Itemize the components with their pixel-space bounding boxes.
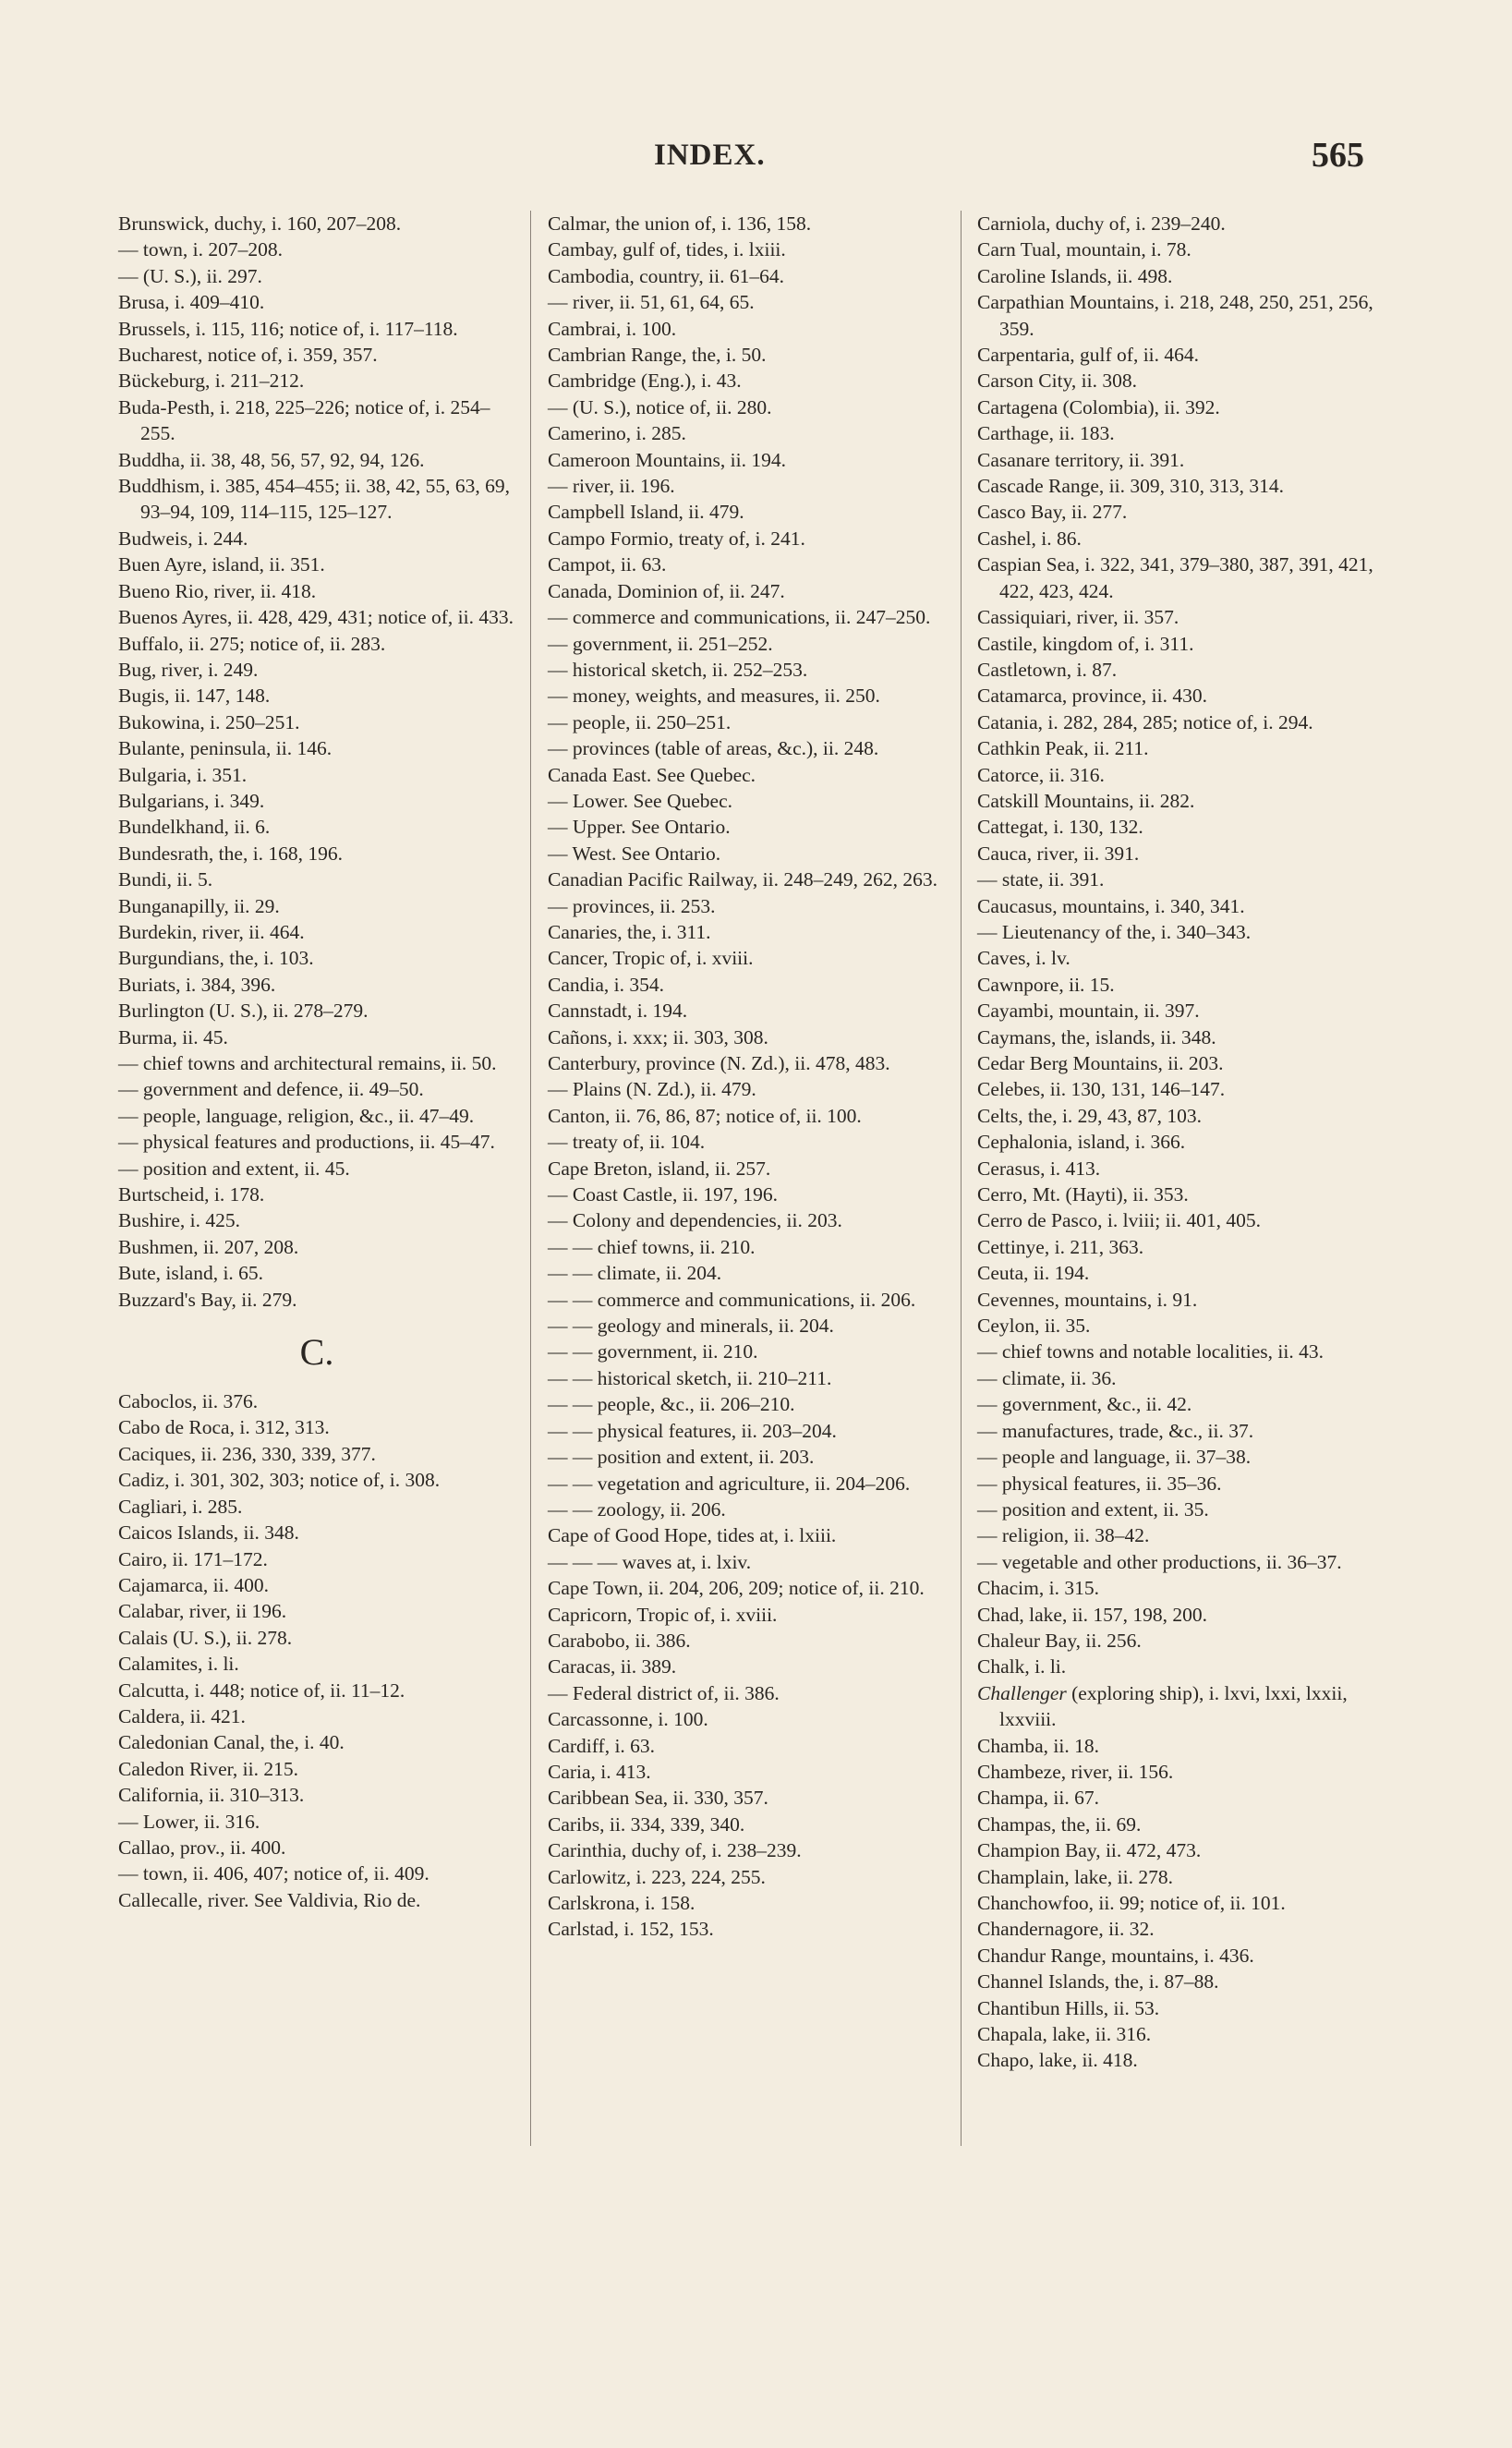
index-entry: Chantibun Hills, ii. 53. bbox=[977, 1996, 1160, 2019]
index-entry: Capricorn, Tropic of, i. xviii. bbox=[548, 1603, 778, 1626]
index-entry: — — commerce and communications, ii. 206. bbox=[548, 1288, 916, 1311]
index-entry: Canterbury, province (N. Zd.), ii. 478, 483. bbox=[548, 1052, 890, 1074]
index-entry: Caboclos, ii. 376. bbox=[118, 1390, 259, 1413]
index-entry: Budweis, i. 244. bbox=[118, 527, 248, 550]
index-entry: — — geology and minerals, ii. 204. bbox=[548, 1315, 834, 1338]
index-entry: Cevennes, mountains, i. 91. bbox=[977, 1288, 1198, 1311]
index-entry: Catskill Mountains, ii. 282. bbox=[977, 789, 1195, 812]
index-entry: Burlington (U. S.), ii. 278–279. bbox=[118, 1000, 369, 1023]
index-entry: — people and language, ii. 37–38. bbox=[977, 1446, 1252, 1469]
index-entry: Caracas, ii. 389. bbox=[548, 1655, 677, 1678]
index-entry: Buda-Pesth, i. 218, 225–226; notice of, i. 254–255. bbox=[118, 395, 490, 445]
index-entry: Champion Bay, ii. 472, 473. bbox=[977, 1839, 1202, 1862]
index-entry: Bückeburg, i. 211–212. bbox=[118, 370, 305, 393]
page-title: INDEX. bbox=[654, 139, 766, 172]
index-entry: Calcutta, i. 448; notice of, ii. 11–12. bbox=[118, 1678, 405, 1702]
index-entry: Buffalo, ii. 275; notice of, ii. 283. bbox=[118, 632, 386, 655]
index-entry: Caribs, ii. 334, 339, 340. bbox=[548, 1812, 745, 1836]
index-entry: Catamarca, province, ii. 430. bbox=[977, 685, 1207, 708]
index-entry: — — climate, ii. 204. bbox=[548, 1262, 722, 1285]
index-entry: Bushire, i. 425. bbox=[118, 1209, 240, 1232]
index-entry: Bushmen, ii. 207, 208. bbox=[118, 1235, 299, 1258]
index-entry: Cascade Range, ii. 309, 310, 313, 314. bbox=[977, 475, 1285, 498]
index-entry: Caledonian Canal, the, i. 40. bbox=[118, 1731, 345, 1754]
index-entry: Cabo de Roca, i. 312, 313. bbox=[118, 1416, 330, 1439]
index-entry: Buriats, i. 384, 396. bbox=[118, 973, 276, 996]
index-entry: Cephalonia, island, i. 366. bbox=[977, 1131, 1186, 1154]
index-entry: — — people, &c., ii. 206–210. bbox=[548, 1393, 795, 1416]
index-entry: — — historical sketch, ii. 210–211. bbox=[548, 1366, 832, 1389]
index-entry: Bundesrath, the, i. 168, 196. bbox=[118, 842, 344, 865]
index-entry: Cambay, gulf of, tides, i. lxiii. bbox=[548, 238, 786, 261]
index-entry: — physical features and productions, ii. 45–47. bbox=[118, 1131, 495, 1154]
index-entry: Burdekin, river, ii. 464. bbox=[118, 920, 305, 943]
index-entry: — — physical features, ii. 203–204. bbox=[548, 1419, 837, 1442]
index-entry: Carlstad, i. 152, 153. bbox=[548, 1918, 714, 1941]
index-entry: — Plains (N. Zd.), ii. 479. bbox=[548, 1078, 756, 1101]
index-entry: Cerasus, i. 413. bbox=[977, 1157, 1101, 1180]
index-entry: — religion, ii. 38–42. bbox=[977, 1524, 1150, 1547]
index-entry: Carn Tual, mountain, i. 78. bbox=[977, 238, 1191, 261]
index-entry: — Upper. See Ontario. bbox=[548, 816, 731, 839]
index-entry: Cawnpore, ii. 15. bbox=[977, 973, 1115, 996]
index-entry: — Lieutenancy of the, i. 340–343. bbox=[977, 920, 1252, 943]
index-entry: Bulgaria, i. 351. bbox=[118, 763, 248, 786]
index-entry: Carpathian Mountains, i. 218, 248, 250, 251, 256, 359. bbox=[977, 291, 1373, 340]
index-entry: Brussels, i. 115, 116; notice of, i. 117–118. bbox=[118, 317, 458, 340]
index-entry: Cadiz, i. 301, 302, 303; notice of, i. 308. bbox=[118, 1469, 441, 1492]
index-entry: Bundelkhand, ii. 6. bbox=[118, 816, 271, 839]
index-entry: Calmar, the union of, i. 136, 158. bbox=[548, 212, 812, 235]
index-entry: Cassiquiari, river, ii. 357. bbox=[977, 606, 1179, 629]
index-entry: Cambodia, country, ii. 61–64. bbox=[548, 264, 784, 287]
index-entry: Cancer, Tropic of, i. xviii. bbox=[548, 947, 754, 970]
index-entry: Casanare territory, ii. 391. bbox=[977, 448, 1185, 471]
index-entry: Chapala, lake, ii. 316. bbox=[977, 2023, 1152, 2046]
index-entry: — position and extent, ii. 35. bbox=[977, 1497, 1209, 1521]
index-entry: Carthage, ii. 183. bbox=[977, 422, 1115, 445]
index-entry: — chief towns and architectural remains, ii. 50. bbox=[118, 1052, 497, 1074]
index-entry: Caves, i. lv. bbox=[977, 947, 1070, 970]
index-entry: Celebes, ii. 130, 131, 146–147. bbox=[977, 1078, 1226, 1101]
index-entry: Cedar Berg Mountains, ii. 203. bbox=[977, 1052, 1224, 1074]
index-entry: Bunganapilly, ii. 29. bbox=[118, 894, 280, 917]
index-entry: Cape Town, ii. 204, 206, 209; notice of, ii. 210. bbox=[548, 1577, 925, 1600]
index-entry: Cayambi, mountain, ii. 397. bbox=[977, 1000, 1200, 1023]
index-entry: — government, ii. 251–252. bbox=[548, 632, 773, 655]
index-entry: Canaries, the, i. 311. bbox=[548, 920, 711, 943]
index-entry: — people, ii. 250–251. bbox=[548, 710, 732, 733]
index-entry: Burgundians, the, i. 103. bbox=[118, 947, 314, 970]
index-entry: — West. See Ontario. bbox=[548, 842, 721, 865]
index-entry: Chandur Range, mountains, i. 436. bbox=[977, 1944, 1254, 1967]
index-entry: Campot, ii. 63. bbox=[548, 553, 667, 576]
index-entry: Brusa, i. 409–410. bbox=[118, 291, 265, 314]
index-entry: Chanchowfoo, ii. 99; notice of, ii. 101. bbox=[977, 1892, 1286, 1914]
index-entry: Carcassonne, i. 100. bbox=[548, 1708, 708, 1731]
index-column-3 bbox=[977, 211, 1384, 2074]
index-entry: Carniola, duchy of, i. 239–240. bbox=[977, 212, 1226, 235]
index-entry: Chamba, ii. 18. bbox=[977, 1734, 1099, 1757]
index-entry: Cape Breton, island, ii. 257. bbox=[548, 1157, 771, 1180]
index-entry: Callao, prov., ii. 400. bbox=[118, 1836, 286, 1859]
index-entry: Cardiff, i. 63. bbox=[548, 1734, 656, 1757]
index-entry: — Federal district of, ii. 386. bbox=[548, 1681, 780, 1704]
index-entry: — chief towns and notable localities, ii. 43. bbox=[977, 1340, 1324, 1363]
index-entry: Cape of Good Hope, tides at, i. lxiii. bbox=[548, 1524, 837, 1547]
index-entry: Cathkin Peak, ii. 211. bbox=[977, 737, 1149, 760]
index-entry: Cambrai, i. 100. bbox=[548, 317, 677, 340]
index-entry: — river, ii. 51, 61, 64, 65. bbox=[548, 291, 755, 314]
index-entry: — people, language, religion, &c., ii. 47–49. bbox=[118, 1104, 475, 1127]
index-entry: Celts, the, i. 29, 43, 87, 103. bbox=[977, 1104, 1203, 1127]
index-entry: — commerce and communications, ii. 247–250. bbox=[548, 606, 931, 629]
index-entry: Bute, island, i. 65. bbox=[118, 1262, 264, 1285]
index-entry: Carabobo, ii. 386. bbox=[548, 1629, 691, 1652]
index-entry: Brunswick, duchy, i. 160, 207–208. bbox=[118, 212, 402, 235]
index-entry: Burtscheid, i. 178. bbox=[118, 1183, 265, 1206]
index-entry: Calamites, i. li. bbox=[118, 1653, 239, 1676]
page-header bbox=[0, 136, 1512, 176]
index-entry: Chacim, i. 315. bbox=[977, 1577, 1099, 1600]
index-entry: Cairo, ii. 171–172. bbox=[118, 1547, 268, 1570]
index-entry: Cañons, i. xxx; ii. 303, 308. bbox=[548, 1025, 768, 1048]
index-entry: Buzzard's Bay, ii. 279. bbox=[118, 1288, 297, 1311]
index-entry: Cerro de Pasco, i. lviii; ii. 401, 405. bbox=[977, 1209, 1261, 1232]
index-entry: Burma, ii. 45. bbox=[118, 1025, 228, 1048]
index-entry: Bundi, ii. 5. bbox=[118, 868, 213, 891]
index-entry: Caucasus, mountains, i. 340, 341. bbox=[977, 894, 1245, 917]
index-entry: Carlowitz, i. 223, 224, 255. bbox=[548, 1865, 766, 1888]
index-entry: Cerro, Mt. (Hayti), ii. 353. bbox=[977, 1183, 1189, 1206]
index-entry: Campo Formio, treaty of, i. 241. bbox=[548, 527, 805, 550]
index-entry: — — government, ii. 210. bbox=[548, 1340, 758, 1363]
index-entry: Cambridge (Eng.), i. 43. bbox=[548, 370, 742, 393]
index-entry: — — zoology, ii. 206. bbox=[548, 1497, 726, 1521]
index-entry: — money, weights, and measures, ii. 250. bbox=[548, 685, 880, 708]
index-entry: Canada, Dominion of, ii. 247. bbox=[548, 579, 785, 602]
index-entry: Ceuta, ii. 194. bbox=[977, 1262, 1090, 1285]
index-entry: — — vegetation and agriculture, ii. 204–206. bbox=[548, 1472, 911, 1495]
index-entry: Caspian Sea, i. 322, 341, 379–380, 387, 391, 421, 422, 423, 424. bbox=[977, 553, 1373, 602]
index-entry: — Lower, ii. 316. bbox=[118, 1810, 260, 1833]
index-entry: Cettinye, i. 211, 363. bbox=[977, 1235, 1144, 1258]
index-entry: Cannstadt, i. 194. bbox=[548, 1000, 688, 1023]
index-entry: Bulgarians, i. 349. bbox=[118, 789, 265, 812]
index-entry: — (U. S.), notice of, ii. 280. bbox=[548, 395, 772, 418]
index-entry: — government and defence, ii. 49–50. bbox=[118, 1078, 424, 1101]
index-entry: Caroline Islands, ii. 498. bbox=[977, 264, 1173, 287]
index-entry: — manufactures, trade, &c., ii. 37. bbox=[977, 1419, 1254, 1442]
index-entry: Chandernagore, ii. 32. bbox=[977, 1918, 1155, 1941]
index-entry: Bukowina, i. 250–251. bbox=[118, 710, 300, 733]
index-entry: — state, ii. 391. bbox=[977, 868, 1105, 891]
index-entry: Cagliari, i. 285. bbox=[118, 1495, 243, 1518]
index-entry: Chaleur Bay, ii. 256. bbox=[977, 1629, 1142, 1652]
index-entry: Candia, i. 354. bbox=[548, 973, 664, 996]
index-entry: Castletown, i. 87. bbox=[977, 658, 1118, 681]
index-entry: — physical features, ii. 35–36. bbox=[977, 1472, 1222, 1495]
index-entry: Caldera, ii. 421. bbox=[118, 1704, 246, 1727]
index-entry: Cashel, i. 86. bbox=[977, 527, 1082, 550]
index-entry: — government, &c., ii. 42. bbox=[977, 1393, 1192, 1416]
index-entry: — position and extent, ii. 45. bbox=[118, 1157, 350, 1180]
index-entry: Casco Bay, ii. 277. bbox=[977, 501, 1128, 524]
index-entry: Camerino, i. 285. bbox=[548, 422, 686, 445]
index-entry: Bueno Rio, river, ii. 418. bbox=[118, 579, 317, 602]
index-entry: Catorce, ii. 316. bbox=[977, 763, 1105, 786]
index-entry: Canadian Pacific Railway, ii. 248–249, 262, 263. bbox=[548, 868, 937, 891]
index-entry: Cambrian Range, the, i. 50. bbox=[548, 344, 767, 367]
index-entry: Buen Ayre, island, ii. 351. bbox=[118, 553, 325, 576]
index-entry: California, ii. 310–313. bbox=[118, 1784, 305, 1807]
index-entry: — Lower. See Quebec. bbox=[548, 789, 732, 812]
index-entry: Caicos Islands, ii. 348. bbox=[118, 1521, 299, 1545]
index-entry: Cauca, river, ii. 391. bbox=[977, 842, 1140, 865]
index-entry: — — — waves at, i. lxiv. bbox=[548, 1550, 752, 1573]
index-entry: — historical sketch, ii. 252–253. bbox=[548, 658, 808, 681]
index-entry: Callecalle, river. See Valdivia, Rio de. bbox=[118, 1888, 421, 1911]
index-entry: Caribbean Sea, ii. 330, 357. bbox=[548, 1787, 768, 1810]
index-entry: Chapo, lake, ii. 418. bbox=[977, 2049, 1138, 2072]
index-entry: Campbell Island, ii. 479. bbox=[548, 501, 744, 524]
index-entry: Caria, i. 413. bbox=[548, 1760, 651, 1783]
index-entry: — river, ii. 196. bbox=[548, 475, 675, 498]
index-entry: — — position and extent, ii. 203. bbox=[548, 1446, 815, 1469]
index-entry: Calais (U. S.), ii. 278. bbox=[118, 1626, 293, 1649]
index-entry: Carson City, ii. 308. bbox=[977, 370, 1137, 393]
index-entry: — Coast Castle, ii. 197, 196. bbox=[548, 1183, 779, 1206]
index-entry: Caymans, the, islands, ii. 348. bbox=[977, 1025, 1216, 1048]
index-column-1 bbox=[118, 211, 515, 1913]
index-entry: — provinces, ii. 253. bbox=[548, 894, 716, 917]
index-entry: Castile, kingdom of, i. 311. bbox=[977, 632, 1194, 655]
index-entry: Champas, the, ii. 69. bbox=[977, 1812, 1142, 1836]
index-entry: Bulante, peninsula, ii. 146. bbox=[118, 737, 333, 760]
index-entry: Cameroon Mountains, ii. 194. bbox=[548, 448, 786, 471]
index-entry: Carlskrona, i. 158. bbox=[548, 1892, 696, 1914]
index-entry: Buddhism, i. 385, 454–455; ii. 38, 42, 55, 63, 69, 93–94, 109, 114–115, 125–127. bbox=[118, 475, 511, 524]
index-entry: Chambeze, river, ii. 156. bbox=[977, 1760, 1174, 1783]
index-column-2 bbox=[548, 211, 950, 1943]
index-entry: Canada East. See Quebec. bbox=[548, 763, 756, 786]
index-entry: — — chief towns, ii. 210. bbox=[548, 1235, 756, 1258]
index-entry: Challenger (exploring ship), i. lxvi, lxxi, lxxii, lxxviii. bbox=[977, 1681, 1348, 1731]
page-number: 565 bbox=[1312, 136, 1364, 175]
index-entry: Channel Islands, the, i. 87–88. bbox=[977, 1970, 1219, 1994]
index-entry: Cajamarca, ii. 400. bbox=[118, 1573, 269, 1596]
index-entry: Bucharest, notice of, i. 359, 357. bbox=[118, 344, 378, 367]
index-entry: Calabar, river, ii 196. bbox=[118, 1600, 287, 1623]
index-entry: Caciques, ii. 236, 330, 339, 377. bbox=[118, 1442, 376, 1465]
index-entry: — town, i. 207–208. bbox=[118, 238, 283, 261]
index-entry: Bugis, ii. 147, 148. bbox=[118, 685, 271, 708]
index-entry: Bug, river, i. 249. bbox=[118, 658, 259, 681]
index-entry: Buddha, ii. 38, 48, 56, 57, 92, 94, 126. bbox=[118, 448, 425, 471]
index-entry: Buenos Ayres, ii. 428, 429, 431; notice of, ii. 433. bbox=[118, 606, 514, 629]
index-entry: — Colony and dependencies, ii. 203. bbox=[548, 1209, 842, 1232]
index-entry: Caledon River, ii. 215. bbox=[118, 1757, 299, 1780]
index-entry: — (U. S.), ii. 297. bbox=[118, 264, 262, 287]
index-entry: Canton, ii. 76, 86, 87; notice of, ii. 100. bbox=[548, 1104, 862, 1127]
index-entry: Ceylon, ii. 35. bbox=[977, 1315, 1091, 1338]
index-entry: — climate, ii. 36. bbox=[977, 1366, 1117, 1389]
index-entry: Carinthia, duchy of, i. 238–239. bbox=[548, 1839, 802, 1862]
index-entry: — treaty of, ii. 104. bbox=[548, 1131, 706, 1154]
index-entry: Catania, i. 282, 284, 285; notice of, i. 294. bbox=[977, 710, 1313, 733]
column-divider bbox=[530, 211, 531, 2146]
index-entry: — provinces (table of areas, &c.), ii. 248. bbox=[548, 737, 879, 760]
index-entry: — vegetable and other productions, ii. 36–37. bbox=[977, 1550, 1342, 1573]
index-entry: Champlain, lake, ii. 278. bbox=[977, 1865, 1173, 1888]
index-entry: Carpentaria, gulf of, ii. 464. bbox=[977, 344, 1200, 367]
index-entry: Chad, lake, ii. 157, 198, 200. bbox=[977, 1603, 1208, 1626]
section-heading: C. bbox=[299, 1331, 334, 1374]
index-entry: Cattegat, i. 130, 132. bbox=[977, 816, 1143, 839]
index-entry: Champa, ii. 67. bbox=[977, 1787, 1099, 1810]
column-divider bbox=[961, 211, 962, 2146]
index-entry: Cartagena (Colombia), ii. 392. bbox=[977, 395, 1220, 418]
index-entry: Chalk, i. li. bbox=[977, 1655, 1067, 1678]
index-entry: — town, ii. 406, 407; notice of, ii. 409. bbox=[118, 1862, 429, 1885]
